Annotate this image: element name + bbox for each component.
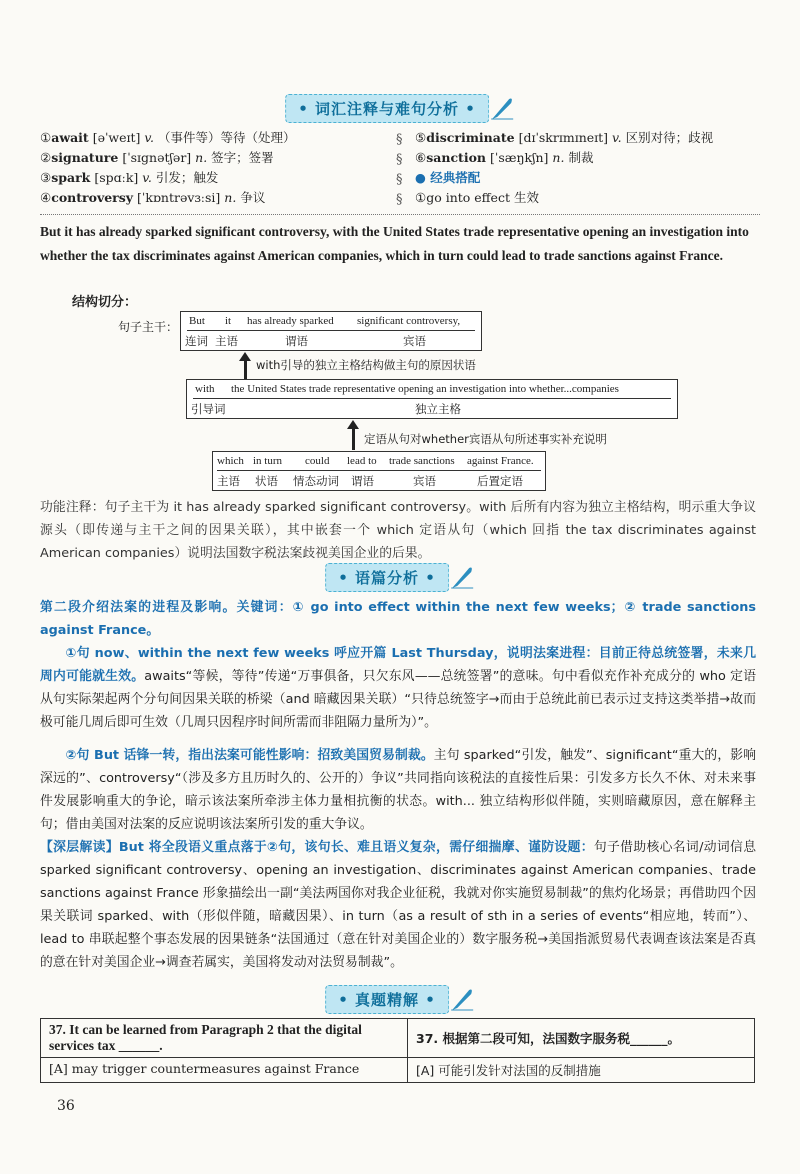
role-object: 宾语 — [413, 474, 436, 488]
collocation-heading: ● 经典搭配 — [415, 170, 481, 185]
arrow1-note: with引导的独立主格结构做主句的原因状语 — [256, 358, 476, 372]
absolute-clause-box — [186, 379, 678, 419]
table-row — [41, 1058, 755, 1083]
role-object: 宾语 — [403, 334, 426, 348]
quill-icon — [449, 986, 475, 1012]
analysis-sentence: But it has already sparked significant controversy, with the United States trade representative opening an investigation into whether the tax discriminates against American companies, which in turn could lead to trade sanctions against France. — [40, 224, 749, 263]
passage-point-1 — [40, 642, 756, 734]
passage-point-2 — [40, 744, 756, 836]
collocation-item: ①go into effect 生效 — [415, 190, 539, 205]
column-divider: § § § § — [396, 132, 403, 207]
role-postmodifier: 后置定语 — [477, 474, 523, 488]
seg-lead-to: lead to — [347, 455, 377, 467]
question-cn: 37. 根据第二段可知，法国数字服务税______。 — [408, 1019, 755, 1058]
main-clause-box — [180, 311, 482, 351]
vocab-banner — [285, 95, 515, 121]
underline — [187, 330, 475, 331]
option-a-cn: [A] 可能引发针对法国的反制措施 — [408, 1058, 755, 1083]
role-absolute: 独立主格 — [415, 402, 461, 416]
exam-table — [40, 1018, 755, 1083]
seg-verb: has already sparked — [247, 315, 334, 327]
arrow2-note: 定语从句对whether宾语从句所述事实补充说明 — [364, 432, 607, 446]
relative-clause-box — [212, 451, 546, 491]
passage-banner-label: • 语篇分析 • — [325, 563, 449, 592]
up-arrow-icon — [244, 360, 247, 380]
deep-body: 句子借助核心名词/动词信息 sparked significant controversy、opening an investigation、discriminates against American companies、trade sanctions against France 形象描绘出一副“美法两国你对我企业征税，我就对你实施贸易制裁”的焦灼化场景；再借助四个因果关联词 sparked、with（形似伴随，暗藏因果）、in turn（as a result of sth in a series of events“相应地，转而”）、lead to 串联起整个事态发展的因果链条“法国通过（意在针对美国企业的）数字服务税→美国指派贸易代表调查该法案是否真的意在针对美国企业→调查若属实，美国将发动对法贸易制裁”。 — [40, 840, 756, 970]
seg-but: But — [189, 315, 205, 327]
seg-sanctions: trade sanctions — [389, 455, 455, 467]
vocab-item: ②signature [ˈsɪgnətʃər] n. 签字；签署 — [40, 150, 274, 165]
quill-icon — [489, 95, 515, 121]
exam-banner-label: • 真题精解 • — [325, 985, 449, 1014]
role-subject: 主语 — [215, 334, 238, 348]
vocab-item: ①await [əˈweɪt] v. （事件等）等待（处理） — [40, 130, 296, 145]
role-adverbial: 状语 — [255, 474, 278, 488]
structure-heading: 结构切分： — [72, 295, 138, 310]
vocab-item: ③spark [spɑːk] v. 引发；触发 — [40, 170, 219, 185]
option-a-en: [A] may trigger countermeasures against France — [41, 1058, 408, 1083]
up-arrow-icon — [352, 428, 355, 450]
vocab-left-list — [40, 128, 390, 208]
point-2-body: 主句 sparked“引发，触发”、significant“重大的，影响深远的”、controversy“（涉及多方且历时久的、公开的）争议”共同指向该税法的直接性后果：引发多方长久不休、对未来事件发展影响重大的争论，暗示该法案所牵涉主体力量相抗衡的状态。with... 独立结构形似伴随，实则暗藏原因，意在解释主句；借由美国对法案的反应说明该法案所引发的重大争议。 — [40, 748, 756, 832]
role-subject: 主语 — [217, 474, 240, 488]
vocab-item: ⑥sanction [ˈsæŋkʃn] n. 制裁 — [415, 150, 594, 165]
divider — [40, 214, 760, 215]
role-conj: 连词 — [185, 334, 208, 348]
seg-against: against France. — [467, 455, 534, 467]
vocab-item: ⑤discriminate [dɪˈskrɪmɪneɪt] v. 区别对待；歧视 — [415, 130, 714, 145]
seg-it: it — [225, 315, 232, 327]
role-predicate: 谓语 — [285, 334, 308, 348]
deep-lead: 【深层解读】But 将全段语义重点落于②句，该句长、难且语义复杂，需仔细揣摩、谨防设题： — [40, 840, 594, 855]
deep-analysis — [40, 836, 756, 974]
exam-banner — [325, 986, 475, 1012]
role-introducer: 引导词 — [191, 402, 226, 416]
point-1-body: awaits“等候，等待”传递“万事俱备，只欠东风——总统签署”的意味。句中看似充作补充成分的 who 定语从句实际架起两个分句间因果关联的桥梁（and 暗藏因果关联）“只待总统签字→而由于总统此前已表示过支持这类举措→故而极可能几周后即可生效（几周只因程序时间所需而非阻隔力量所为）”。 — [40, 669, 757, 730]
seg-absolute: the United States trade representative opening an investigation into whether...companies — [231, 383, 619, 395]
quill-icon — [449, 564, 475, 590]
point-1-lead: ①句 now、within the next few weeks 呼应开篇 Last Thursday，说明法案进程：目前正待总统签署，未来几周内可能就生效。 — [40, 646, 756, 684]
role-predicate: 谓语 — [351, 474, 374, 488]
question-en: 37. It can be learned from Paragraph 2 that the digital services tax ______. — [41, 1019, 408, 1058]
vocab-item: ④controversy [ˈkɒntrəvɜːsi] n. 争议 — [40, 190, 266, 205]
seg-could: could — [305, 455, 330, 467]
vocab-right-list — [415, 128, 760, 208]
function-note: 功能注释：句子主干为 it has already sparked significant controversy。with 后所有内容为独立主格结构，明示重大争议源头（即传递与主干之间的因果关联），其中嵌套一个 which 定语从句（which 回指 the tax discriminates against American companies）说明法国数字税法案歧视美国企业的后果。 — [40, 500, 756, 561]
passage-summary: 第二段介绍法案的进程及影响。关键词：① go into effect within the next few weeks；② trade sanctions against France。 — [40, 600, 756, 638]
role-modal: 情态动词 — [293, 474, 339, 488]
seg-object: significant controversy, — [357, 315, 461, 327]
main-label: 句子主干： — [118, 320, 179, 334]
seg-in-turn: in turn — [253, 455, 283, 467]
table-row — [41, 1019, 755, 1058]
point-2-lead: ②句 But 话锋一转，指出法案可能性影响：招致美国贸易制裁。 — [65, 748, 434, 763]
seg-which: which — [217, 455, 244, 467]
underline — [217, 470, 541, 471]
page-number: 36 — [57, 1098, 75, 1114]
seg-with: with — [195, 383, 215, 395]
passage-banner — [325, 564, 475, 590]
underline — [193, 398, 671, 399]
vocab-banner-label: • 词汇注释与难句分析 • — [285, 94, 489, 123]
